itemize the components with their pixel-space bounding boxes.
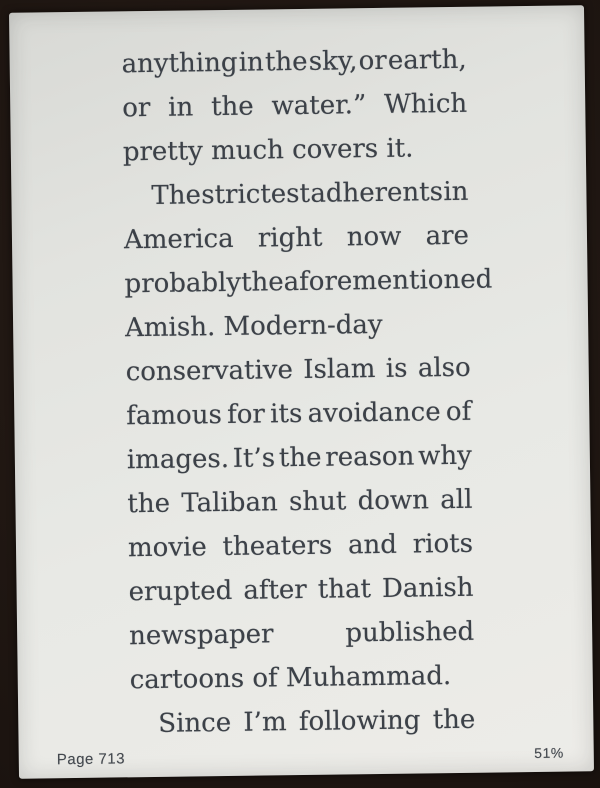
page-text: [9, 5, 594, 747]
word: Since: [158, 707, 232, 739]
word: earth,: [387, 44, 467, 76]
word: Danish: [381, 572, 474, 604]
text-line: [128, 522, 474, 571]
text-line: [126, 390, 472, 439]
word: in: [238, 47, 264, 78]
text-line: [121, 38, 467, 87]
word: Islam: [303, 354, 376, 385]
progress-percent: 51%: [534, 744, 564, 761]
word: America: [123, 223, 234, 256]
text-line: [129, 610, 475, 659]
word: adherents: [310, 177, 444, 209]
word: theaters: [222, 530, 333, 563]
word: the: [264, 46, 308, 78]
word: aforementioned: [283, 264, 493, 298]
word: shut: [288, 486, 347, 518]
word: also: [417, 352, 471, 384]
word: in: [443, 176, 469, 208]
text-line: [130, 698, 476, 747]
word: now: [346, 221, 402, 253]
word: probably: [124, 267, 242, 300]
word: and: [347, 529, 398, 561]
word: newspaper: [128, 619, 274, 652]
word: movie: [127, 532, 207, 564]
page-number: Page 713: [56, 750, 126, 769]
word: reason: [325, 441, 415, 473]
word: water.”: [271, 90, 367, 122]
word: or: [122, 92, 151, 124]
word: riots: [412, 528, 474, 560]
word: strictest: [201, 178, 311, 211]
text-line: [123, 170, 469, 219]
word: the: [432, 704, 476, 736]
word: all: [440, 484, 473, 516]
word: erupted: [128, 575, 233, 608]
word: in: [168, 92, 194, 123]
text-line: Amish. Modern-day: [124, 309, 383, 344]
text-line: [124, 214, 470, 263]
word: avoidance: [307, 397, 441, 429]
word: the: [240, 267, 284, 298]
text-line: [127, 478, 473, 527]
word: after: [243, 574, 307, 606]
text-line: [127, 434, 473, 483]
word: sky,: [308, 46, 358, 77]
word: Which: [383, 88, 468, 120]
word: following: [298, 705, 421, 738]
word: that: [317, 574, 372, 605]
word: the: [127, 488, 171, 520]
word: images.: [126, 443, 230, 476]
word: The: [151, 180, 202, 211]
word: down: [357, 485, 430, 517]
word: of: [445, 396, 472, 428]
word: or: [358, 45, 387, 77]
text-line: [124, 258, 493, 307]
word: the: [210, 91, 254, 123]
word: its: [270, 398, 303, 430]
reader-footer: [19, 744, 594, 773]
text-line: [128, 566, 474, 615]
word: right: [257, 222, 323, 254]
word: Taliban: [181, 487, 278, 519]
word: anything: [121, 47, 238, 80]
word: famous: [126, 400, 223, 432]
text-line: [125, 346, 471, 395]
text-line: cartoons of Muhammad.: [129, 661, 452, 696]
word: the: [278, 442, 322, 474]
word: published: [345, 616, 475, 649]
text-line: pretty much covers it.: [122, 133, 414, 168]
word: I’m: [243, 707, 287, 738]
word: is: [385, 353, 408, 384]
ereader-screen[interactable]: [9, 5, 594, 778]
word: why: [417, 440, 473, 472]
text-line: [122, 82, 468, 131]
word: are: [425, 220, 470, 252]
word: conservative: [125, 355, 294, 388]
word: for: [226, 399, 266, 430]
word: It’s: [232, 443, 276, 474]
